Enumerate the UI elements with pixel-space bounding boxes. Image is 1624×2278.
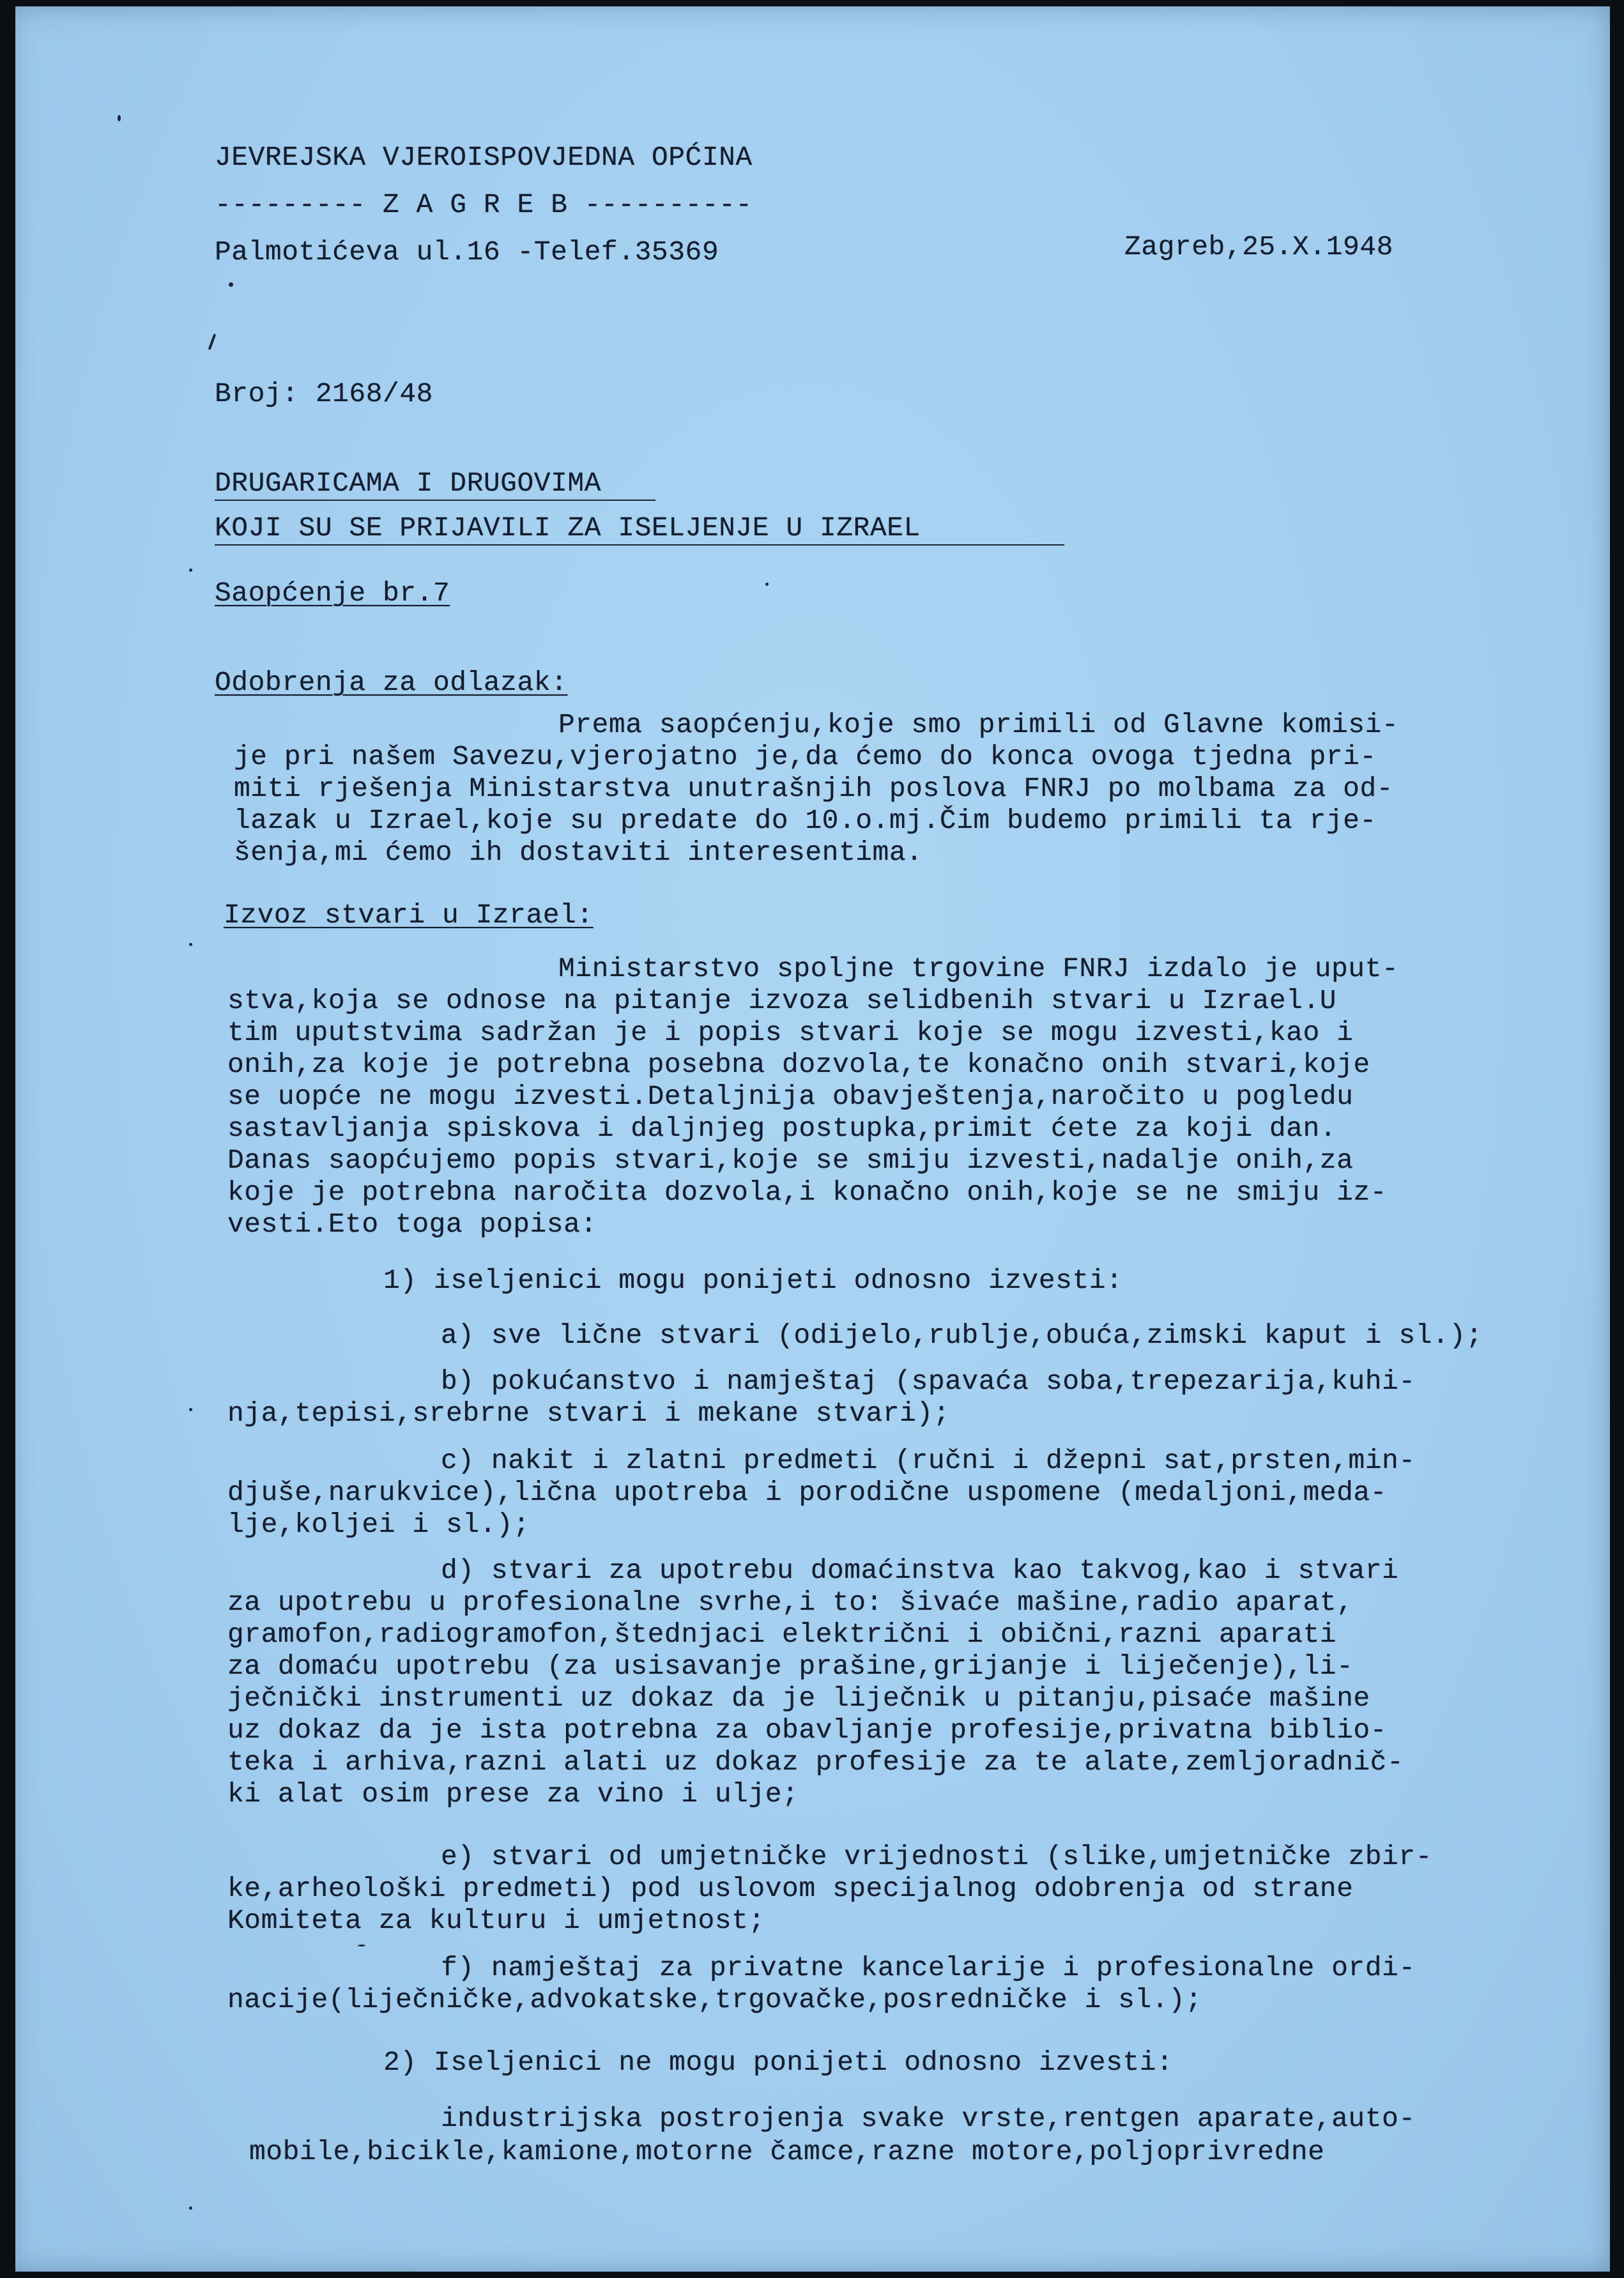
document-date: Zagreb,25.X.1948 [1124, 231, 1393, 263]
section2-line: tim uputstvima sadržan je i popis stvari koje se mogu izvesti,kao i [227, 1017, 1354, 1048]
section1-line: miti rješenja Ministarstva unutrašnjih poslova FNRJ po molbama za od- [234, 773, 1393, 804]
address-line: Palmotićeva ul.16 -Telef.35369 [215, 236, 719, 268]
ink-speck [189, 1408, 192, 1411]
reference-number: Broj: 2168/48 [215, 378, 433, 409]
recipient-underline-1 [215, 500, 655, 501]
list-item-d-cont: za upotrebu u profesionalne svrhe,i to: šivaće mašine,radio aparat, [227, 1587, 1354, 1618]
section2-line: Danas saopćujemo popis stvari,koje se smiju izvesti,nadalje onih,za [227, 1145, 1354, 1176]
section1-line: šenja,mi ćemo ih dostaviti interesentima. [234, 837, 923, 868]
page-edge-shadow [9, 6, 15, 2272]
section2-line: koje je potrebna naročita dozvola,i konačno onih,koje se ne smiju iz- [227, 1177, 1387, 1208]
recipient-line-1: DRUGARICAMA I DRUGOVIMA [215, 468, 601, 499]
list-item-f: f) namještaj za privatne kancelarije i profesionalne ordi- [441, 1952, 1416, 1984]
ink-speck [765, 583, 769, 586]
list2-line: mobile,bicikle,kamione,motorne čamce,razne motore,poljoprivredne [249, 2136, 1325, 2167]
org-name: JEVREJSKA VJEROISPOVJEDNA OPĆINA [215, 142, 753, 173]
list-item-d-cont: teka i arhiva,razni alati uz dokaz profesije za te alate,zemljoradnič- [227, 1747, 1404, 1778]
list-item-d-cont: uz dokaz da je ista potrebna za obavljanje profesije,privatna biblio- [227, 1715, 1387, 1746]
section-heading-approvals: Odobrenja za odlazak: [215, 667, 568, 698]
list-item-b: b) pokućanstvo i namještaj (spavaća soba,trepezarija,kuhi- [441, 1366, 1416, 1397]
section1-line: je pri našem Savezu,vjerojatno je,da ćemo do konca ovoga tjedna pri- [234, 741, 1377, 772]
section1-line: Prema saopćenju,koje smo primili od Glavne komisi- [558, 709, 1399, 740]
section2-line: onih,za koje je potrebna posebna dozvola,te konačno onih stvari,koje [227, 1049, 1370, 1080]
section2-line: sastavljanja spiskova i daljnjeg postupka,primit ćete za koji dan. [227, 1113, 1337, 1144]
ink-speck [189, 2206, 192, 2210]
list-item-d-cont: gramofon,radiogramofon,štednjaci električni i obični,razni aparati [227, 1619, 1337, 1650]
list-item-e: e) stvari od umjetničke vrijednosti (slike,umjetničke zbir- [441, 1841, 1432, 1872]
ink-speck [208, 333, 217, 350]
recipient-line-2: KOJI SU SE PRIJAVILI ZA ISELJENJE U IZRAEL [215, 512, 921, 544]
list1-heading: 1) iseljenici mogu ponijeti odnosno izvesti: [383, 1265, 1123, 1296]
list-item-c-cont: lje,koljei i sl.); [227, 1509, 530, 1540]
list-item-c-cont: djuše,narukvice),lična upotreba i porodične uspomene (medaljoni,meda- [227, 1477, 1387, 1508]
list-item-e-cont: ke,arheološki predmeti) pod uslovom specijalnog odobrenja od strane [227, 1873, 1354, 1904]
recipient-underline-2 [215, 544, 1064, 546]
ink-speck [358, 1945, 365, 1946]
list-item-e-cont: Komiteta za kulturu i umjetnost; [227, 1905, 765, 1936]
section2-line: vesti.Eto toga popisa: [227, 1209, 597, 1240]
list-item-d-cont: za domaću upotrebu (za usisavanje prašine,grijanje i liječenje),li- [227, 1651, 1354, 1682]
list2-heading: 2) Iseljenici ne mogu ponijeti odnosno izvesti: [383, 2047, 1174, 2078]
document-page [9, 6, 1610, 2272]
ink-speck [189, 943, 192, 946]
list-item-d: d) stvari za upotrebu domaćinstva kao takvog,kao i stvari [441, 1555, 1399, 1586]
section-heading-export: Izvoz stvari u Izrael: [224, 899, 594, 931]
list2-line: industrijska postrojenja svake vrste,rentgen aparate,auto- [441, 2103, 1416, 2134]
ink-speck [229, 282, 233, 287]
list-item-d-cont: ki alat osim prese za vino i ulje; [227, 1778, 799, 1810]
section2-line: se uopće ne mogu izvesti.Detaljnija obavještenja,naročito u pogledu [227, 1081, 1354, 1112]
ink-speck [189, 569, 192, 572]
list-item-c: c) nakit i zlatni predmeti (ručni i džepni sat,prsten,min- [441, 1445, 1416, 1476]
list-item-f-cont: nacije(liječničke,advokatske,trgovačke,posredničke i sl.); [227, 1984, 1202, 2015]
city-line: --------- Z A G R E B ---------- [215, 189, 753, 220]
notice-title: Saopćenje br.7 [215, 577, 450, 609]
section2-line: stva,koja se odnose na pitanje izvoza selidbenih stvari u Izrael.U [227, 985, 1337, 1016]
list-item-b-cont: nja,tepisi,srebrne stvari i mekane stvari); [227, 1398, 951, 1429]
section2-line: Ministarstvo spoljne trgovine FNRJ izdalo je uput- [558, 953, 1399, 984]
list-item-d-cont: ječnički instrumenti uz dokaz da je liječnik u pitanju,pisaće mašine [227, 1683, 1370, 1714]
section1-line: lazak u Izrael,koje su predate do 10.o.mj.Čim budemo primili ta rje- [234, 805, 1377, 836]
ink-speck [118, 115, 121, 121]
list-item-a: a) sve lične stvari (odijelo,rublje,obuća,zimski kaput i sl.); [441, 1320, 1483, 1351]
